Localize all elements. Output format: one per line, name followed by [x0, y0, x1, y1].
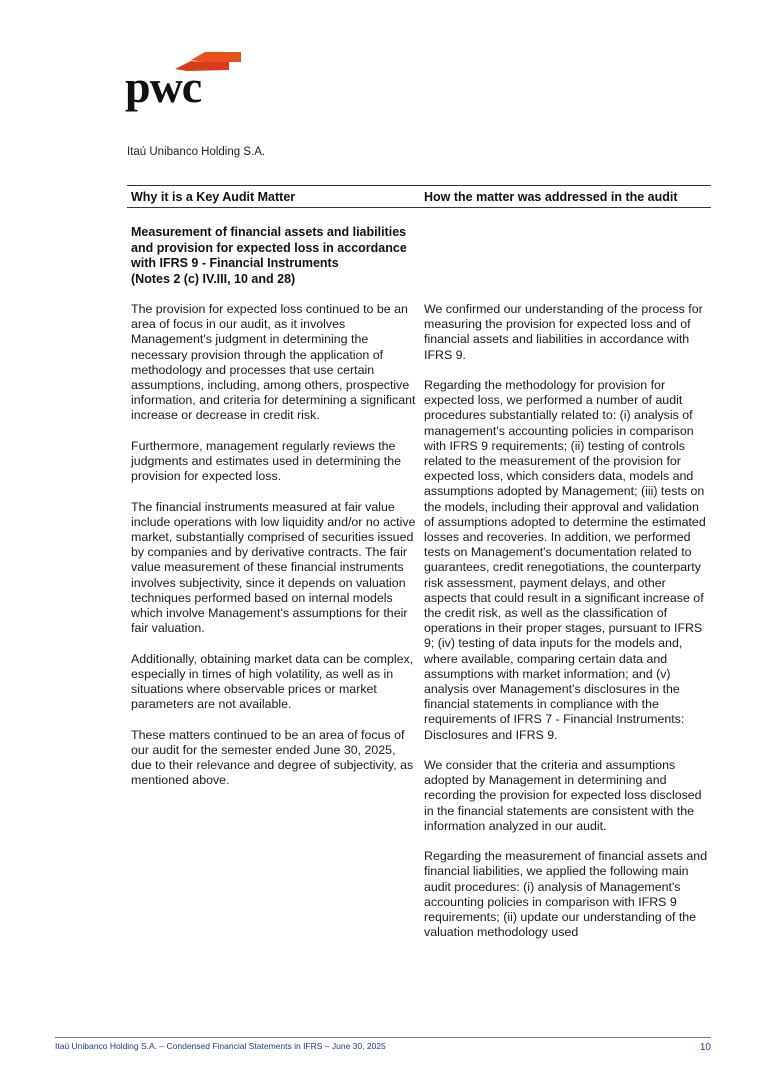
paragraph: We confirmed our understanding of the process for measuring the provision for expected loss and of financial assets and liabilities in accordance with IFRS 9.: [424, 302, 703, 362]
footer-text: Itaú Unibanco Holding S.A. – Condensed Financial Statements in IFRS – June 30, 2025: [55, 1041, 386, 1051]
pwc-logo: [125, 52, 243, 112]
paragraph: We consider that the criteria and assumptions adopted by Management in determining and recording the provision for expected loss disclosed in the financial statements are consistent with the information analyzed in our audit.: [424, 758, 702, 833]
footer-rule: [55, 1037, 711, 1038]
section-title-line: Measurement of financial assets and liabilities: [131, 225, 407, 239]
section-title-line: with IFRS 9 - Financial Instruments: [131, 256, 339, 270]
company-name: Itaú Unibanco Holding S.A.: [127, 146, 266, 158]
logo-text: pwc: [125, 61, 202, 112]
key-audit-matter-column: [131, 302, 419, 804]
table-header-bottom-rule: [127, 207, 711, 208]
section-title-line: and provision for expected loss in accordance: [131, 240, 407, 255]
paragraph: Additionally, obtaining market data can be complex, especially in times of high volatility, as well as in situations where observable prices or market parameters are not available.: [131, 651, 414, 712]
table-header-top-rule: [127, 185, 711, 186]
audit-response-column: [424, 302, 711, 956]
page-number: 10: [699, 1042, 711, 1053]
section-title: [131, 225, 421, 287]
paragraph: Regarding the methodology for provision for expected loss, we performed a number of audit procedures substantially related to: (i) analysis of management's accounting policies in comparison with IFRS 9 requirements; (ii) testing of controls related to the measurement of the provision for expected loss, which considers data, models and assumptions adopted by Management; (iii) tests on the models, including their approval and validation of assumptions adopted to determine the estimated losses and recoveries. In addition, we performed tests on Management's documentation related to guarantees, credit renegotiations, the counterparty risk assessment, payment delays, and other aspects that could result in a significant increase of the credit risk, as well as the classification of operations in their proper stages, pursuant to IFRS 9; (iv) testing of data inputs for the models and, where available, comparing certain data and assumptions with market information; and (v) analysis over Management's disclosures in the financial statements in compliance with the requirements of IFRS 7 - Financial Instruments: Disclosures and IFRS 9.: [424, 378, 706, 742]
paragraph: The financial instruments measured at fair value include operations with low liquidity and/or no active market, substantially comprised of securities issued by companies and by derivative contracts. The fair value measurement of these financial instruments involves subjectivity, since it depends on valuation techniques performed based on internal models which involve Management's assumptions for their fair valuation.: [131, 499, 416, 636]
paragraph: Furthermore, management regularly reviews the judgments and estimates used in determining the provision for expected loss.: [131, 438, 401, 484]
paragraph: These matters continued to be an area of focus of our audit for the semester ended June 30, 2025, due to their relevance and degree of subjectivity, as mentioned above.: [131, 727, 414, 788]
col-header-key-audit-matter: Why it is a Key Audit Matter: [131, 190, 296, 204]
paragraph: The provision for expected loss continued to be an area of focus in our audit, as it involves Management's judgment in determining the necessary provision through the application of methodology and processes that use certain assumptions, including, among others, prospective information, and criteria for determining a significant increase or decrease in credit risk.: [131, 302, 416, 423]
paragraph: Regarding the measurement of financial assets and financial liabilities, we applied the following main audit procedures: (i) analysis of Management's accounting policies in comparison with IFRS 9 requirements; (ii) update our understanding of the valuation methodology used: [424, 849, 708, 940]
section-title-line: (Notes 2 (c) IV.III, 10 and 28): [131, 271, 296, 286]
col-header-how-addressed: How the matter was addressed in the audit: [424, 190, 678, 204]
